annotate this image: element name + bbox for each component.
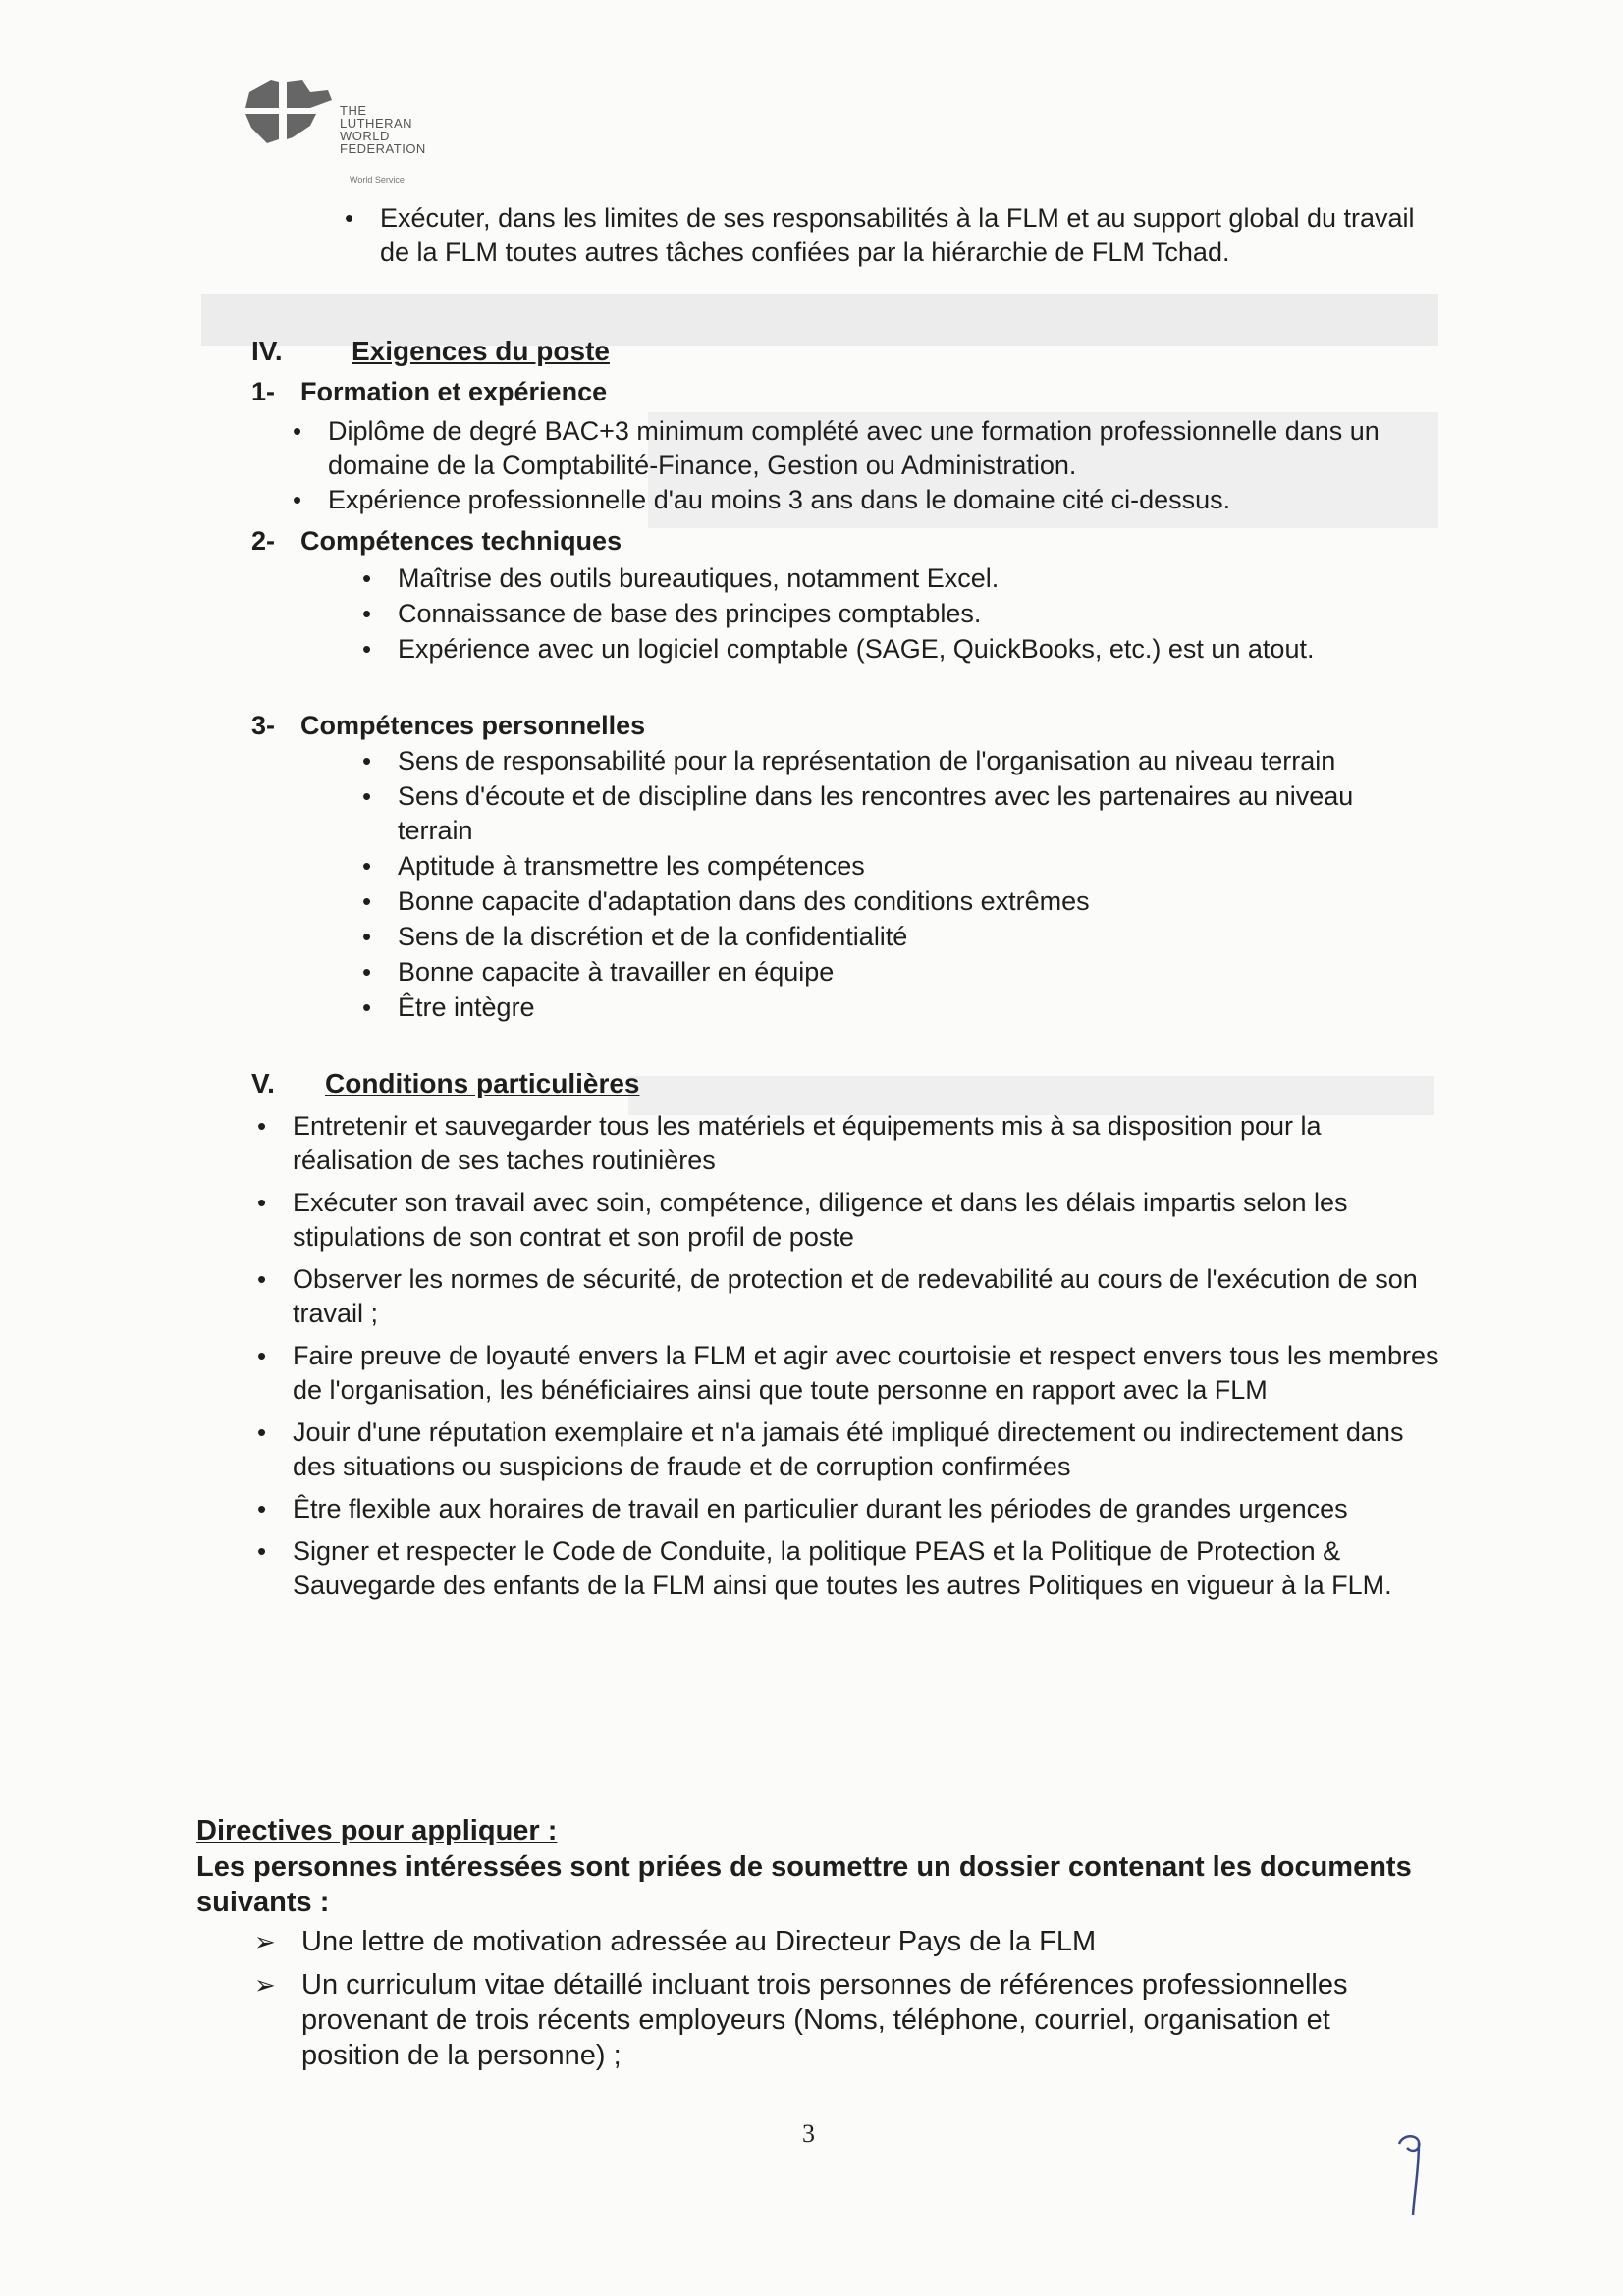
- lwf-emblem-icon: [242, 79, 335, 147]
- list-item: • Exécuter son travail avec soin, compétence, diligence et dans les délais impartis selon les stipulations de son contrat et son profil de poste: [293, 1186, 1441, 1255]
- list-item: • Sens d'écoute et de discipline dans les rencontres avec les partenaires au niveau terrain: [398, 779, 1399, 848]
- directives-intro: Les personnes intéressées sont priées de soumettre un dossier contenant les documents suivants :: [196, 1851, 1412, 1918]
- logo-text: WORLD: [340, 129, 390, 143]
- section-title: Conditions particulières: [325, 1068, 640, 1098]
- logo-text: LUTHERAN: [340, 116, 413, 131]
- list-item: • Exécuter, dans les limites de ses responsabilités à la FLM et au support global du travail de la FLM toutes autres tâches confiées par la hiérarchie de FLM Tchad.: [380, 201, 1440, 270]
- list-item: • Bonne capacite à travailler en équipe: [398, 955, 1399, 989]
- subsection-title: Formation et expérience: [300, 377, 608, 406]
- list-item: • Expérience avec un logiciel comptable (SAGE, QuickBooks, etc.) est un atout.: [398, 632, 1380, 667]
- personal-skills-list: [398, 744, 1399, 1026]
- documents-list: [301, 1924, 1431, 2073]
- handwritten-mark-icon: [1389, 2130, 1429, 2218]
- list-item: ➢ Une lettre de motivation adressée au Directeur Pays de la FLM: [301, 1924, 1431, 1959]
- logo-text: THE: [340, 103, 367, 118]
- list-item: ➢ Un curriculum vitae détaillé incluant trois personnes de références professionnelles provenant de trois récents employeurs (Noms, téléphone, courriel, organisation et position de la personne) ;: [301, 1967, 1431, 2073]
- list-item: • Jouir d'une réputation exemplaire et n'a jamais été impliqué directement ou indirectement dans des situations ou suspicions de fraude et de corruption confirmées: [293, 1415, 1441, 1484]
- subsection-number: 1-: [251, 377, 276, 406]
- section-number: V.: [251, 1068, 275, 1098]
- logo-text: FEDERATION: [340, 141, 426, 156]
- technical-skills-list: [398, 561, 1380, 667]
- page-number: 3: [802, 2119, 815, 2148]
- list-item: • Être flexible aux horaires de travail en particulier durant les périodes de grandes urgences: [293, 1492, 1441, 1526]
- subsection-number: 2-: [251, 526, 276, 556]
- formation-list: [328, 414, 1437, 517]
- list-item: • Expérience professionnelle d'au moins 3 ans dans le domaine cité ci-dessus.: [328, 483, 1437, 517]
- list-item: • Maîtrise des outils bureautiques, notamment Excel.: [398, 561, 1380, 596]
- intro-list: [380, 201, 1440, 270]
- list-item: • Bonne capacite d'adaptation dans des conditions extrêmes: [398, 884, 1399, 919]
- conditions-list: [293, 1109, 1441, 1611]
- list-item: • Diplôme de degré BAC+3 minimum complété avec une formation professionnelle dans un domaine de la Comptabilité-Finance, Gestion ou Administration.: [328, 414, 1437, 483]
- directives-title: Directives pour appliquer :: [196, 1815, 558, 1846]
- list-item: • Signer et respecter le Code de Conduite, la politique PEAS et la Politique de Protection & Sauvegarde des enfants de la FLM ainsi que toutes les autres Politiques en vigueur à la FLM.: [293, 1534, 1441, 1603]
- section-title: Exigences du poste: [352, 336, 610, 366]
- list-item: • Sens de responsabilité pour la représentation de l'organisation au niveau terrain: [398, 744, 1399, 778]
- subsection-title: Compétences techniques: [300, 526, 622, 556]
- list-item: • Faire preuve de loyauté envers la FLM et agir avec courtoisie et respect envers tous les membres de l'organisation, les bénéficiaires ainsi que toute personne en rapport avec la FLM: [293, 1339, 1441, 1408]
- list-item: • Connaissance de base des principes comptables.: [398, 597, 1380, 631]
- subsection-title: Compétences personnelles: [300, 711, 646, 740]
- list-item: • Entretenir et sauvegarder tous les matériels et équipements mis à sa disposition pour la réalisation de ses taches routinières: [293, 1109, 1441, 1178]
- list-item: • Aptitude à transmettre les compétences: [398, 849, 1399, 883]
- list-item: • Être intègre: [398, 990, 1399, 1025]
- subsection-number: 3-: [251, 711, 276, 740]
- section-number: IV.: [251, 336, 283, 366]
- logo-subtitle: World Service: [350, 175, 405, 185]
- list-item: • Sens de la discrétion et de la confidentialité: [398, 920, 1399, 954]
- list-item: • Observer les normes de sécurité, de protection et de redevabilité au cours de l'exécution de son travail ;: [293, 1262, 1441, 1331]
- organization-logo: [242, 79, 448, 185]
